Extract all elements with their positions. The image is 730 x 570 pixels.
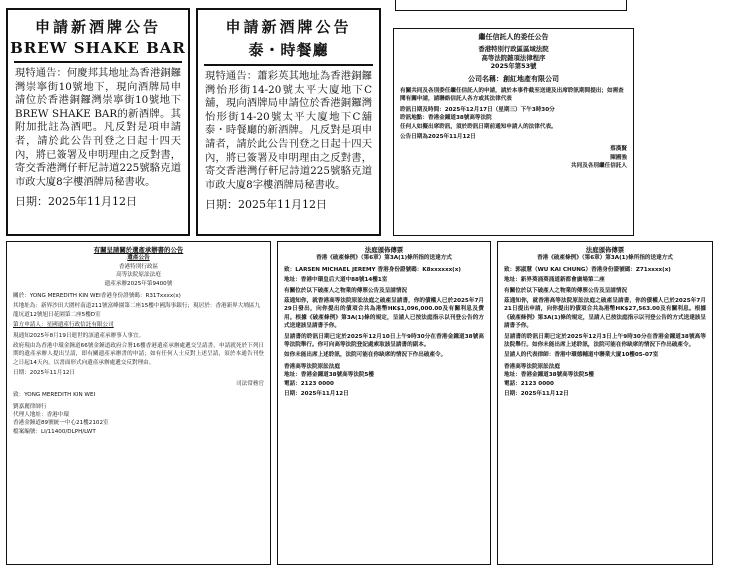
notice-date: 日期：2025年11月12日 bbox=[205, 198, 327, 212]
notice-body-2: 任何人如擬出席聆訊，須於聆訊日期前通知申請人的法律代表。 bbox=[400, 123, 557, 130]
court: 高等法院原訟法庭 bbox=[116, 272, 161, 279]
case-number: 遺產承辦2025年第9400號 bbox=[104, 280, 173, 287]
signatory-role: 共同及各別繼任信託人 bbox=[571, 163, 627, 170]
hearing-venue: 聆訊地點：香港金鐘道38號高等法院 bbox=[400, 115, 492, 122]
address: 其地址為：新界沙田大圍村南道211號富峰園第二座15樓中國海事銀行；現居於：香港新界大埔區九龍坑道12號旭日花園第二座5樓D室 bbox=[13, 303, 261, 318]
divider bbox=[14, 61, 182, 63]
notice-body-2: 茲通知你，就香港高等法院原訟法庭之破產呈請書，你的債權人已於2025年7月29日發出，向你提出的債項合共為港幣HK$1,096,000.00及有關利息及費用。根據《破產條例》第3A(1)條的規定，呈請人已按法庭指示以刊登公告的方式送達該呈請書予你。 bbox=[284, 298, 484, 330]
notice-heading: 法庭頒佈傳票 bbox=[364, 246, 404, 254]
petitioner: 第方申請人：星國遺產行政信託有限公司 bbox=[13, 322, 114, 329]
law-firm: 劉嘉麗律師行 bbox=[13, 403, 47, 410]
address: 地址：香港中環皇后大道中88號14樓1室 bbox=[284, 277, 388, 284]
court-address: 地址：香港金鐘道38號高等法院5樓 bbox=[504, 372, 594, 379]
notice-body: 有關共同及各別委任繼任信託人的申請，請於本事件截至送達及出席聆訊期間提出；如需查閱有關申請，請聯絡信託人各方或其法律代表 bbox=[400, 88, 624, 103]
divider bbox=[204, 64, 373, 66]
notice-heading: 法庭頒佈傳票 bbox=[585, 246, 625, 254]
notice-title: 申請新酒牌公告 bbox=[225, 18, 352, 36]
top-right-fragment bbox=[395, 0, 627, 11]
notice-body-3: 呈請書的聆訊日期已定於2025年12月3日上午9時30分在香港金鐘道38號高等法院舉行。如你未能出席上述聆訊，法院可能在你缺席的情況下作出破產令。 bbox=[504, 333, 706, 349]
signatory-2: 陳國強 bbox=[610, 154, 627, 161]
notice-subtitle: BREW SHAKE BAR bbox=[10, 39, 186, 57]
notice-body-1: 有關位於以下破產人之物業的傳票公告及呈請情況 bbox=[284, 287, 408, 294]
addressee: 致：LARSEN MICHAEL JEREMY 香港身份證號碼：K8xxxxxx(x) bbox=[284, 266, 461, 273]
notice-subheading: 香港《破產條例》（第6章）第3A(1)條所指的送達方式 bbox=[537, 255, 673, 262]
notice-body-4: 呈請人的代表律師：香港中環德輔道中聯業大廈10樓05-07室 bbox=[504, 352, 659, 359]
trustee-appointment-notice bbox=[393, 28, 634, 236]
bankruptcy-notice-2 bbox=[497, 241, 713, 565]
deceased: 關於：YONG MEREDITH KIN WEI香港身份證號碼：R31Txxxx(x) bbox=[13, 293, 181, 300]
notice-body-3: 呈請書的聆訊日期已定於2025年12月10日上午9時30分在香港金鐘道38號高等法院舉行。你可向高等法院登記處索取該呈請書的副本。 bbox=[284, 333, 484, 349]
notice-subheading: 香港《破產條例》（第6章）第3A(1)條所指的送達方式 bbox=[316, 255, 452, 262]
signatory-1: 蔡漢賢 bbox=[610, 146, 627, 153]
court-phone: 電話：2123 0000 bbox=[284, 380, 334, 387]
addressee: 致：郭淑慧（WU KAI CHUNG）香港身份證號碼：Z71xxxx(x) bbox=[504, 266, 671, 273]
notice-date: 日期：2025年11月12日 bbox=[504, 391, 569, 398]
law-firm-address: 香港金鐘道89號統一中心21樓2102室 bbox=[13, 420, 109, 427]
bankruptcy-notice-1 bbox=[277, 241, 491, 565]
notice-body: 現特通告：何慶邦其地址為香港銅鑼灣崇寧街10號地下，現向酒牌局申請位於香港銅鑼灣崇寧街10號地下 BREW SHAKE BAR的新酒牌。其附加批註為酒吧。凡反對是項申請者，請於此公告刊登之日起十四天內，將已簽署及申明理由之反對書，寄交香港灣仔軒尼詩道225號駱克道市政大廈8字樓酒牌局秘書收。 bbox=[15, 67, 181, 188]
court-phone: 電話：2123 0000 bbox=[504, 380, 554, 387]
notice-title: 申請新酒牌公告 bbox=[34, 18, 161, 36]
region: 香港特別行政區 bbox=[118, 263, 159, 270]
law-firm-agent: 代理人地址：香港中環 bbox=[13, 411, 69, 418]
notice-date: 公告日期為2025年11月12日 bbox=[400, 134, 476, 141]
notice-subtitle: 泰・時餐廳 bbox=[248, 41, 329, 59]
court-address: 地址：香港金鐘道38號高等法院5樓 bbox=[284, 372, 374, 379]
notice-body-1: 有關位於以下破產人之物業的傳票公告及呈請情況 bbox=[504, 287, 628, 294]
notice-body-2: 茲通知你，就香港高等法院原訟法庭之破產呈請書，你的債權人已於2025年7月21日提出申請，向你提出的債項合共為港幣HK$27,563.00及有關利息。根據《破產條例》第3A(1)條的規定，呈請人已按法庭指示以刊登公告的方式送達該呈請書予你。 bbox=[504, 298, 706, 330]
court-name: 香港特別行政區區域法院 bbox=[478, 45, 549, 54]
case-type: 高等法院雜項法律程序 bbox=[481, 53, 546, 62]
liquor-licence-notice-1 bbox=[6, 8, 190, 236]
estate-probate-notice bbox=[6, 241, 271, 565]
notice-body: 現特通告：蕭彩英其地址為香港銅鑼灣怡形街14-20號太平大廈地下C舖，現向酒牌局申請位於香港銅鑼灣怡形街14-20號太平大廈地下C舖泰・時餐廳的新酒牌。凡反對是項申請者，請於此公告刊登之日起十四天內，將已簽署及申明理由之反對書，寄交香港灣仔軒尼詩道225號駱克道市政大廈8字樓酒牌局秘書收。 bbox=[205, 70, 372, 191]
notice-date: 日期：2025年11月12日 bbox=[13, 370, 76, 377]
court-name: 香港高等法院原訟法庭 bbox=[284, 363, 340, 370]
notice-heading: 繼任信託人的委任公告 bbox=[478, 33, 549, 41]
notice-subheading: 遺產公告 bbox=[127, 255, 150, 262]
registrar: 司法常務官 bbox=[236, 380, 264, 387]
company-name: 公司名稱：創紅地產有限公司 bbox=[468, 74, 559, 83]
notice-body-4: 如你未能出席上述聆訊，法院可能在你缺席的情況下作出破產令。 bbox=[284, 352, 447, 359]
notice-heading: 有關呈請關於遺產承辦書的公告 bbox=[93, 246, 184, 254]
case-number: 2025年第53號 bbox=[490, 62, 537, 71]
notice-date: 日期：2025年11月12日 bbox=[284, 391, 349, 398]
file-reference: 檔案編號：LI/11400/DLPH/LWT bbox=[13, 428, 96, 435]
addressee: 致：YONG MEREDITH KIN WEI bbox=[13, 392, 96, 399]
notice-date: 日期：2025年11月12日 bbox=[15, 195, 137, 209]
hearing-time: 聆訊日期及時間：2025年12月17日（星期三）下午3時30分 bbox=[400, 106, 555, 113]
liquor-licence-notice-2 bbox=[196, 8, 381, 236]
address: 地址：新界葵涌葵涌道新都會廣場第二座 bbox=[504, 277, 605, 284]
notice-body: 政府現由為香港中環金鐘道66號金鐘道政府合署16樓香港遺產承辦處遞交呈請書，申請就死於下列日期的遺產承辦人提出呈請，即有關遺產承辦書的申請；如有任何人士反對上述呈請，須於本通告刊登之日起14天內，以書面形式向遺產承辦處遞交反對理由。 bbox=[13, 343, 264, 366]
court-name: 香港高等法院原訟法庭 bbox=[504, 363, 560, 370]
death-date: 現通知2025年8月19日逝世的該遺產承辦事人事宜。 bbox=[13, 332, 145, 339]
